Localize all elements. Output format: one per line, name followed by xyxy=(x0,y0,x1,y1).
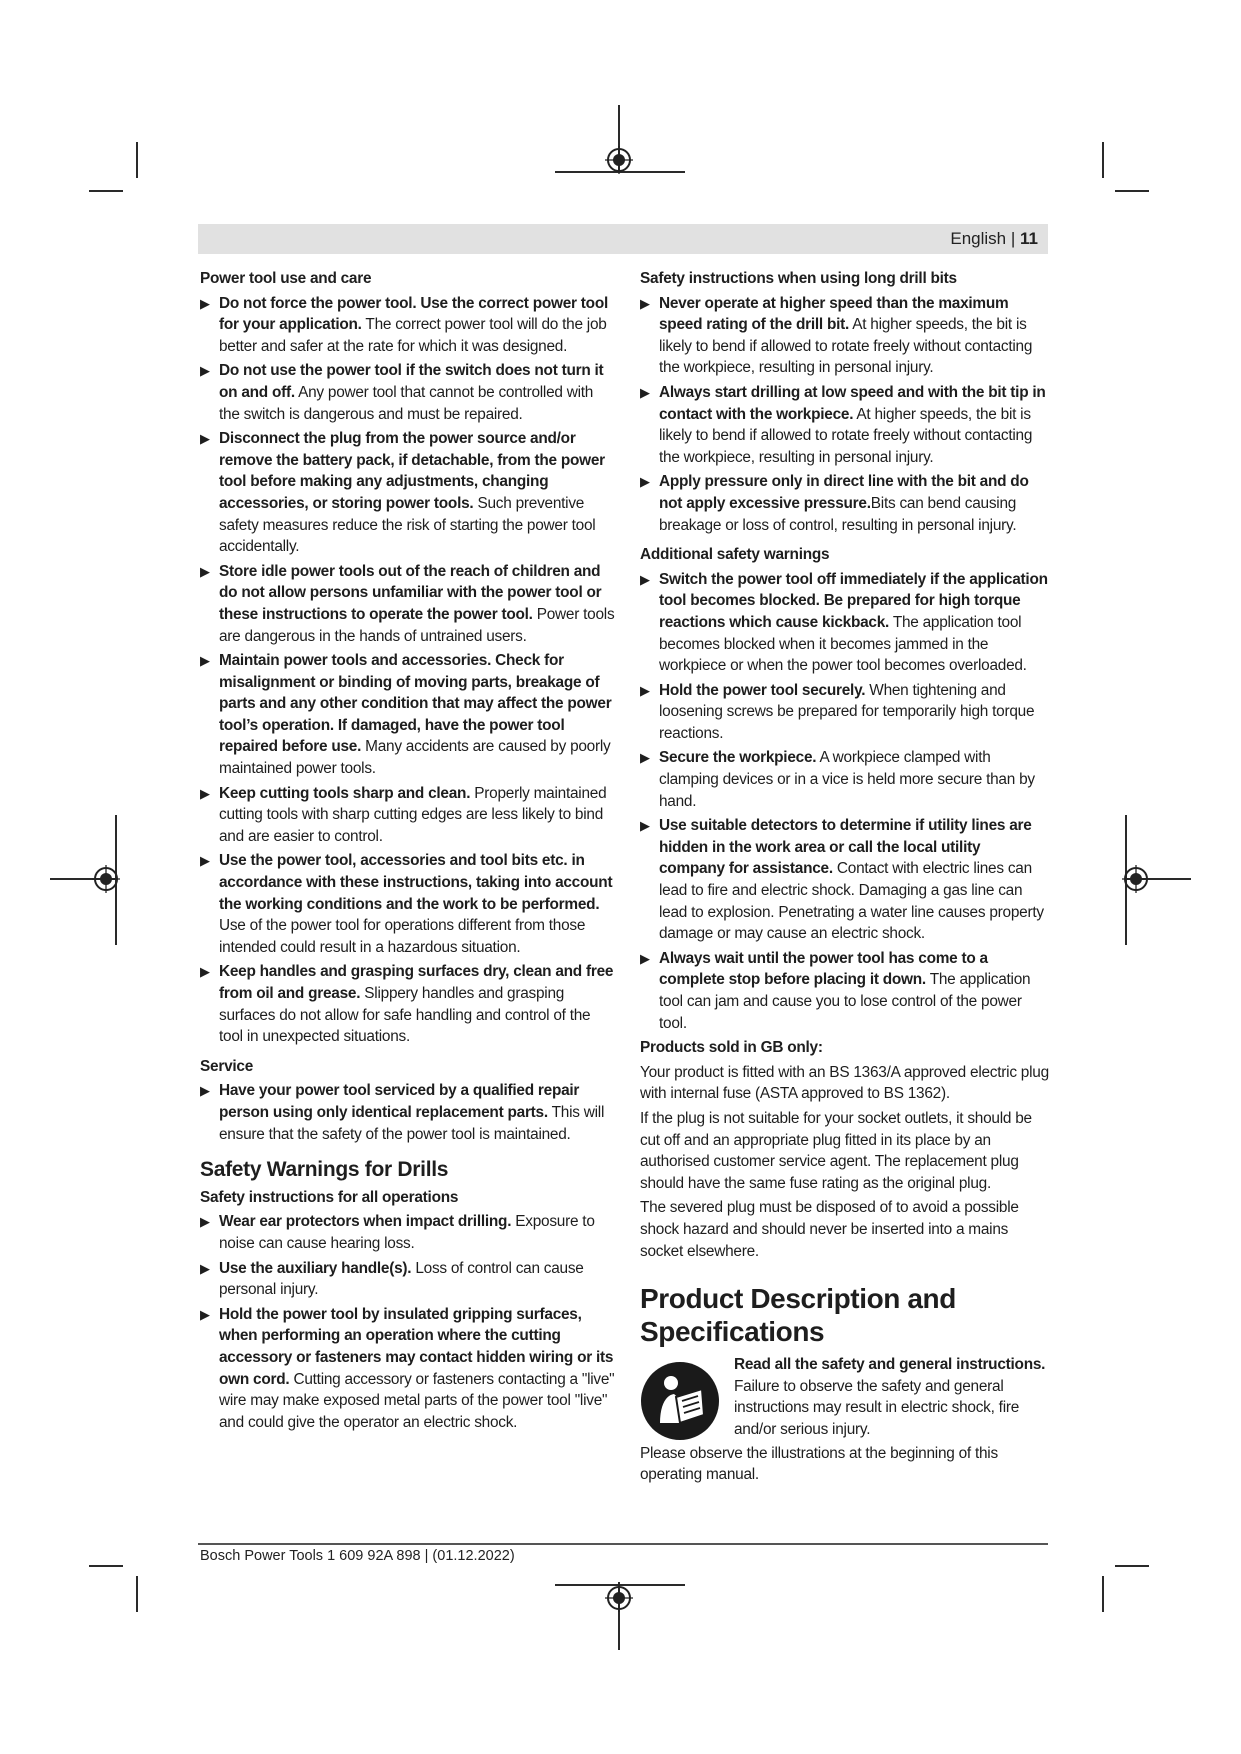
bullet-arrow-icon: ▶ xyxy=(200,563,210,579)
bullet-text: A workpiece clamped with clamping devices or in a vice is held more secure than by hand. xyxy=(659,749,1035,810)
bullet-item xyxy=(640,747,1050,812)
crop-mark xyxy=(1115,190,1149,192)
read-instructions-notice xyxy=(640,1354,1050,1440)
bullet-text: Such preventive safety measures reduce the risk of starting the power tool accidentally. xyxy=(219,494,596,556)
bullet-bold-text: Hold the power tool by insulated gripping surfaces, when performing an operation where the cutting accessory or fasteners may contact hidden wiring or its own cord. xyxy=(219,1305,614,1388)
bullet-list xyxy=(200,293,616,1048)
bullet-text: Cutting accessory or fasteners contacting a "live" wire may make exposed metal parts of the power tool "live" and could give the operator an electric shock. xyxy=(219,1370,615,1431)
bullet-item xyxy=(640,293,1050,379)
bullet-arrow-icon: ▶ xyxy=(200,785,210,801)
bullet-item xyxy=(200,783,616,848)
bullet-text: Many accidents are caused by poorly maintained power tools. xyxy=(219,738,611,778)
bullet-arrow-icon: ▶ xyxy=(200,964,210,980)
bullet-text: Use of the power tool for operations different from those intended could result in a hazardous situation. xyxy=(219,917,586,956)
section-title: Additional safety warnings xyxy=(640,546,830,564)
bullet-arrow-icon: ▶ xyxy=(640,384,650,400)
bullet-item xyxy=(200,360,616,425)
bullet-item xyxy=(640,382,1050,468)
bullet-text: Loss of control can cause personal injury. xyxy=(219,1259,584,1299)
bullet-text: Any power tool that cannot be controlled with the switch is dangerous and must be repaired. xyxy=(219,383,594,423)
crop-mark xyxy=(89,1565,123,1567)
page-header xyxy=(198,224,1048,254)
paragraph: If the plug is not suitable for your socket outlets, it should be cut off and an appropriate plug fitted in its place by an authorised customer service agent. The replacement plug should have the same fuse rating as the original plug. xyxy=(640,1109,1032,1192)
bullet-arrow-icon: ▶ xyxy=(200,1083,210,1099)
crop-mark xyxy=(136,1576,138,1612)
read-instructions-text: Failure to observe the safety and general instructions may result in electric shock, fire and/or serious injury. xyxy=(734,1377,1020,1438)
paragraph: Your product is fitted with an BS 1363/A approved electric plug with internal fuse (ASTA approved to BS 1362). xyxy=(640,1063,1049,1103)
bullet-list xyxy=(200,1211,616,1433)
crop-mark xyxy=(136,142,138,178)
read-manual-icon xyxy=(640,1361,720,1441)
bullet-arrow-icon: ▶ xyxy=(640,474,650,490)
bullet-bold-text: Maintain power tools and accessories. Check for misalignment or binding of moving parts, breakage of parts and any other condition that may affect the power tool’s operation. If damaged, have the power tool repaired before use. xyxy=(219,652,612,756)
bullet-arrow-icon: ▶ xyxy=(640,682,650,698)
crop-mark xyxy=(1115,1565,1149,1567)
section-title: Power tool use and care xyxy=(200,270,372,287)
bullet-bold-text: Use the auxiliary handle(s). xyxy=(219,1259,412,1277)
bullet-item xyxy=(640,815,1050,945)
bullet-bold-text: Switch the power tool off immediately if the application tool becomes blocked. Be prepared for high torque reactions which cause kickback. xyxy=(659,570,1048,631)
bullet-text: Slippery handles and grasping surfaces do not allow for safe handling and control of the tool in unexpected situations. xyxy=(219,985,591,1046)
bullet-bold-text: Secure the workpiece. xyxy=(659,749,817,767)
bullet-text: Properly maintained cutting tools with sharp cutting edges are less likely to bind and are easier to control. xyxy=(219,784,607,845)
bullet-item xyxy=(200,1211,616,1254)
bullet-text: The application tool becomes blocked when it becomes jammed in the workpiece or when the power tool becomes overloaded. xyxy=(659,613,1027,675)
header-language: English xyxy=(950,229,1007,248)
section-title: Safety instructions for all operations xyxy=(200,1188,459,1206)
bullet-bold-text: Store idle power tools out of the reach of children and do not allow persons unfamiliar with the power tool or these instructions to operate the power tool. xyxy=(219,562,602,623)
registration-target-icon xyxy=(605,146,633,174)
bullet-item xyxy=(200,1304,616,1434)
section-title: Safety instructions when using long drill bits xyxy=(640,270,957,287)
bullet-arrow-icon: ▶ xyxy=(640,750,650,766)
paragraph: The severed plug must be disposed of to avoid a possible shock hazard and should never be inserted into a mains socket elsewhere. xyxy=(640,1199,1019,1260)
bullet-text: Exposure to noise can cause hearing loss. xyxy=(219,1213,595,1252)
bullet-bold-text: Do not force the power tool. Use the correct power tool for your application. xyxy=(219,294,609,334)
bullet-bold-text: Disconnect the plug from the power source and/or remove the battery pack, if detachable, from the power tool before making any adjustments, changing accessories, or storing power tools. xyxy=(219,430,605,512)
section-title: Service xyxy=(200,1057,254,1075)
right-column xyxy=(640,268,1050,1489)
bullet-bold-text: Have your power tool serviced by a qualified repair person using only identical replacement parts. xyxy=(219,1082,580,1121)
bullet-arrow-icon: ▶ xyxy=(200,363,210,379)
bullet-arrow-icon: ▶ xyxy=(640,950,650,966)
chapter-heading: Product Description and Specifications xyxy=(640,1283,956,1348)
bullet-arrow-icon: ▶ xyxy=(200,1260,210,1276)
footer-rule xyxy=(198,1543,1048,1545)
crop-mark xyxy=(89,190,123,192)
bullet-bold-text: Do not use the power tool if the switch does not turn it on and off. xyxy=(219,362,604,401)
page-number: 11 xyxy=(1020,229,1038,248)
read-instructions-bold: Read all the safety and general instructions. xyxy=(734,1356,1046,1374)
bullet-arrow-icon: ▶ xyxy=(200,853,210,869)
bullet-item xyxy=(200,293,616,358)
bullet-text: At higher speeds, the bit is likely to bend if allowed to rotate freely without contacting the workpiece, resulting in personal injury. xyxy=(659,405,1033,466)
bullet-arrow-icon: ▶ xyxy=(200,295,210,311)
registration-target-icon xyxy=(92,865,120,893)
bullet-arrow-icon: ▶ xyxy=(640,295,650,311)
bullet-item xyxy=(640,569,1050,677)
header-separator: | xyxy=(1010,229,1016,248)
bullet-bold-text: Always wait until the power tool has come to a complete stop before placing it down. xyxy=(659,949,988,989)
registration-target-icon xyxy=(1122,865,1150,893)
bullet-arrow-icon: ▶ xyxy=(200,431,210,447)
crop-mark xyxy=(1102,1576,1104,1612)
bullet-text: Bits can bend causing breakage or loss of control, resulting in personal injury. xyxy=(659,494,1017,534)
paragraph: Please observe the illustrations at the beginning of this operating manual. xyxy=(640,1444,998,1484)
bullet-text: At higher speeds, the bit is likely to bend if allowed to rotate freely without contacting the workpiece, resulting in personal injury. xyxy=(659,316,1033,377)
bullet-arrow-icon: ▶ xyxy=(640,818,650,834)
bullet-bold-text: Keep handles and grasping surfaces dry, clean and free from oil and grease. xyxy=(219,963,614,1002)
bullet-bold-text: Use suitable detectors to determine if utility lines are hidden in the work area or call the local utility company for assistance. xyxy=(659,817,1032,878)
bullet-bold-text: Always start drilling at low speed and with the bit tip in contact with the workpiece. xyxy=(659,383,1046,423)
section-heading: Safety Warnings for Drills xyxy=(200,1158,449,1182)
bullet-item xyxy=(200,850,616,958)
bullet-text: This will ensure that the safety of the power tool is maintained. xyxy=(219,1103,605,1143)
bullet-arrow-icon: ▶ xyxy=(200,653,210,669)
registration-target-icon xyxy=(605,1584,633,1612)
bullet-text: When tightening and loosening screws be prepared for temporarily high torque reactions. xyxy=(659,681,1035,742)
bullet-arrow-icon: ▶ xyxy=(640,571,650,587)
bullet-bold-text: Hold the power tool securely. xyxy=(659,681,866,699)
crop-mark xyxy=(1102,142,1104,178)
bullet-item xyxy=(200,1258,616,1301)
bullet-bold-text: Wear ear protectors when impact drilling. xyxy=(219,1213,512,1231)
left-column xyxy=(200,268,616,1436)
bullet-list xyxy=(640,569,1050,1034)
bullet-bold-text: Apply pressure only in direct line with the bit and do not apply excessive pressure. xyxy=(659,473,1029,512)
bullet-bold-text: Never operate at higher speed than the maximum speed rating of the drill bit. xyxy=(659,294,1009,334)
bullet-item xyxy=(640,680,1050,745)
bullet-text: The correct power tool will do the job better and safer at the rate for which it was designed. xyxy=(219,316,607,355)
bullet-arrow-icon: ▶ xyxy=(200,1214,210,1230)
header-text xyxy=(950,229,1038,249)
bullet-item xyxy=(200,561,616,647)
bullet-text: The application tool can jam and cause you to lose control of the power tool. xyxy=(659,971,1031,1032)
bullet-list xyxy=(200,1080,616,1145)
bullet-item xyxy=(200,1080,616,1145)
bullet-item xyxy=(200,428,616,558)
bullet-text: Power tools are dangerous in the hands of untrained users. xyxy=(219,605,615,645)
footer-text: Bosch Power Tools 1 609 92A 898 | (01.12.2022) xyxy=(200,1548,515,1564)
bullet-item xyxy=(200,650,616,780)
bullet-arrow-icon: ▶ xyxy=(200,1306,210,1322)
bullet-bold-text: Keep cutting tools sharp and clean. xyxy=(219,784,471,802)
bullet-item xyxy=(640,471,1050,536)
bullet-text: Contact with electric lines can lead to fire and electric shock. Damaging a gas line can lead to explosion. Penetrating a water line causes property damage or may cause an electric shock. xyxy=(659,860,1044,943)
bullet-item xyxy=(200,961,616,1047)
bullet-bold-text: Use the power tool, accessories and tool bits etc. in accordance with these instructions, taking into account the working conditions and the work to be performed. xyxy=(219,852,613,913)
gb-title: Products sold in GB only: xyxy=(640,1039,823,1057)
bullet-list xyxy=(640,293,1050,537)
bullet-item xyxy=(640,948,1050,1034)
